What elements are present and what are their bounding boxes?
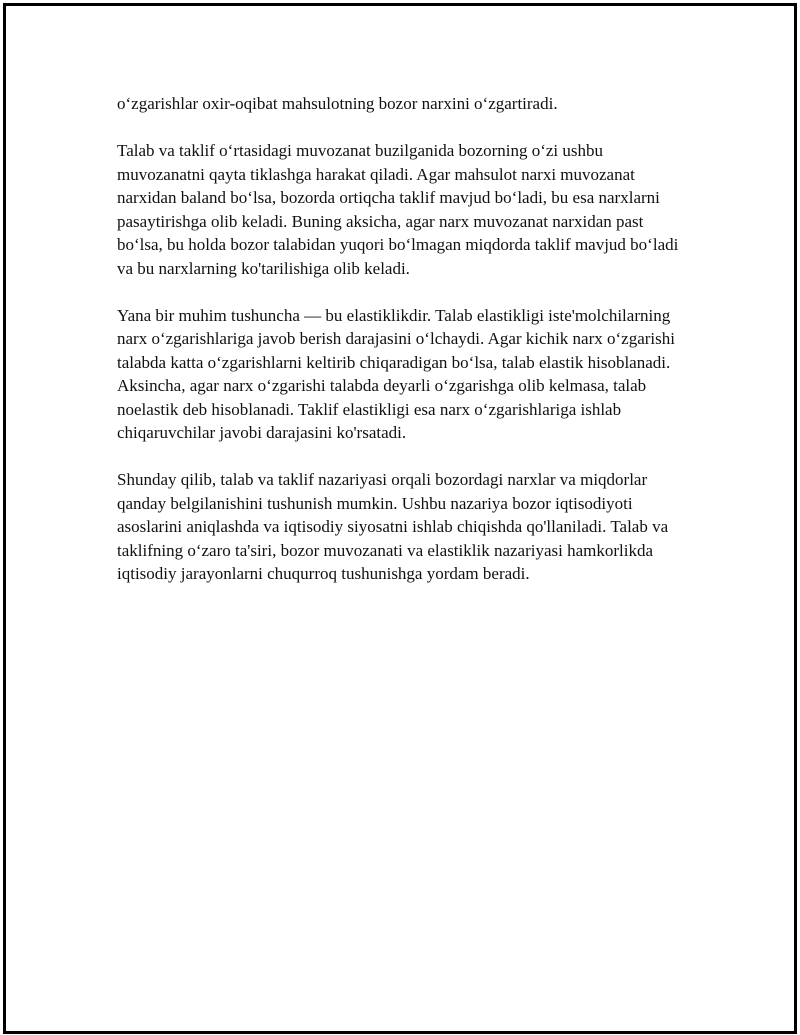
paragraph-continuation: o‘zgarishlar oxir-oqibat mahsulotning bozor narxini o‘zgartiradi. <box>117 94 558 113</box>
paragraph-market-equilibrium: Talab va taklif o‘rtasidagi muvozanat buzilganida bozorning o‘zi ushbu muvozanatni qayta tiklashga harakat qiladi. Agar mahsulot narxi muvozanat narxidan baland bo‘lsa, bozorda ortiqcha taklif mavjud bo‘ladi, bu esa narxlarni pasaytirishga olib keladi. Buning aksicha, agar narx muvozanat narxidan past bo‘lsa, bu holda bozor talabidan yuqori bo‘lmagan miqdorda taklif mavjud bo‘ladi va bu narxlarning ko'tarilishiga olib keladi. <box>117 141 679 278</box>
document-body <box>117 92 687 586</box>
paragraph-elasticity: Yana bir muhim tushuncha — bu elastiklikdir. Talab elastikligi iste'molchilarning narx o‘zgarishlariga javob berish darajasini o‘lchaydi. Agar kichik narx o‘zgarishi talabda katta o‘zgarishlarni keltirib chiqaradigan bo‘lsa, talab elastik hisoblanadi. Aksincha, agar narx o‘zgarishi talabda deyarli o‘zgarishga olib kelmasa, talab noelastik deb hisoblanadi. Taklif elastikligi esa narx o‘zgarishlariga ishlab chiqaruvchilar javobi darajasini ko'rsatadi. <box>117 305 675 442</box>
paragraph-conclusion: Shunday qilib, talab va taklif nazariyasi orqali bozordagi narxlar va miqdorlar qanday belgilanishini tushunish mumkin. Ushbu nazariya bozor iqtisodiyoti asoslarini aniqlashda va iqtisodiy siyosatni ishlab chiqishda qo'llaniladi. Talab va taklifning o‘zaro ta'siri, bozor muvozanati va elastiklik nazariyasi hamkorlikda iqtisodiy jarayonlarni chuqurroq tushunishga yordam beradi. <box>117 470 669 583</box>
